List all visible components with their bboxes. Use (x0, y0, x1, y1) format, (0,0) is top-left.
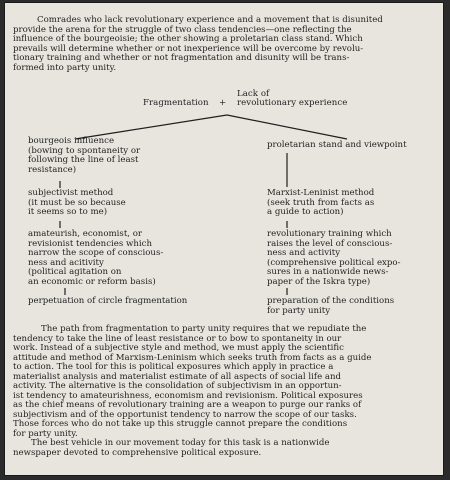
box-line: (bowing to spontaneity or (28, 145, 141, 156)
conclusion-line: The path from fragmentation to party unity requires that we repudiate the (41, 324, 367, 334)
amateurish-tendencies-box (28, 230, 163, 287)
conclusion-line: The best vehicle in our movement today for this task is a nationwide (31, 438, 330, 448)
intro-line: influence of the bourgeoisie; the other showing a proletarian class stand. Which (13, 34, 363, 44)
conclusion-line: for party unity. (13, 428, 78, 439)
intro-line: prevails will determine whether or not inexperience will be overcome by revolu- (13, 43, 364, 54)
conclusion-paragraph (13, 325, 371, 458)
conclusion-line: tendency to take the line of least resistance or to bow to spontaneity in our (13, 333, 342, 344)
box-line: subjectivist method (28, 188, 114, 198)
box-line: ness and activity (267, 248, 341, 258)
conclusion-line: work. Instead of a subjective style and method, we must apply the scientific (13, 343, 344, 353)
conclusion-line: activity. The alternative is the consolidation of subjectivism in an opportun- (13, 381, 342, 391)
lack-of-label: Lack of (237, 89, 270, 99)
box-line: (seek truth from facts as (267, 197, 375, 208)
box-line: following the line of least (28, 155, 139, 165)
box-line: for party unity (267, 305, 331, 316)
box-line: raises the level of conscious- (267, 238, 393, 249)
box-line: preparation of the conditions (267, 296, 395, 306)
party-unity-preparation-box (267, 297, 394, 316)
newspaper-clipping (4, 2, 444, 476)
box-line: (it must be so because (28, 197, 126, 208)
fragmentation-label: Fragmentation (143, 98, 209, 108)
conclusion-line: newspaper devoted to comprehensive political exposure. (13, 447, 262, 458)
box-line: bourgeois influence (28, 136, 115, 146)
conclusion-line: attitude and method of Marxism-Leninism which seeks truth from facts as a guide (13, 352, 372, 363)
intro-line: tionary training and whether or not fragmentation and disunity will be trans- (13, 53, 350, 63)
conclusion-line: materialist analysis and materialist estimate of all aspects of social life and (13, 371, 342, 382)
conclusion-line: as the chief means of revolutionary training are a weapon to purge our ranks of (13, 400, 362, 410)
box-line: amateurish, economist, or (28, 229, 143, 239)
circle-fragmentation-box (28, 297, 187, 307)
conclusion-line: Those forces who do not take up this struggle cannot prepare the conditions (13, 419, 348, 429)
box-line: a guide to action) (267, 207, 344, 217)
proletarian-stand-box (267, 141, 407, 151)
marxist-leninist-method-box (267, 189, 374, 218)
box-line: narrow the scope of conscious- (28, 248, 164, 258)
conclusion-line: ist tendency to amateurishness, economism and revisionism. Political exposures (13, 390, 363, 401)
box-line: perpetuation of circle fragmentation (28, 296, 188, 306)
box-line: proletarian stand and viewpoint (267, 140, 407, 150)
box-line: (political agitation on (28, 267, 122, 277)
conclusion-line: to action. The tool for this is political exposures which apply in practice a (13, 362, 334, 372)
branch-right-line (227, 115, 347, 139)
box-line: revisionist tendencies which (28, 238, 152, 249)
box-line: ness and acitivity (28, 257, 104, 268)
plus-sign: + (219, 98, 227, 108)
box-line: Marxist-Leninist method (267, 188, 375, 198)
box-line: (comprehensive political expo- (267, 257, 401, 268)
box-line: an economic or reform basis) (28, 276, 156, 287)
box-line: revolutionary training which (267, 229, 392, 239)
revolutionary-experience-label: revolutionary experience (237, 98, 348, 108)
box-line: sures in a nationwide news- (267, 267, 389, 277)
intro-line: provide the arena for the struggle of two class tendencies—one reflecting the (13, 24, 352, 35)
intro-line: formed into party unity. (13, 62, 117, 73)
box-line: resistance) (28, 164, 77, 175)
bourgeois-influence-box (28, 137, 140, 175)
box-line: paper of the Iskra type) (267, 276, 371, 287)
conclusion-line: subjectivism and of the opportunist tendency to narrow the scope of our tasks. (13, 409, 357, 420)
intro-line: Comrades who lack revolutionary experience and a movement that is disunited (37, 15, 383, 25)
revolutionary-training-box (267, 230, 400, 287)
box-line: it seems so to me) (28, 207, 108, 217)
subjectivist-method-box (28, 189, 126, 218)
